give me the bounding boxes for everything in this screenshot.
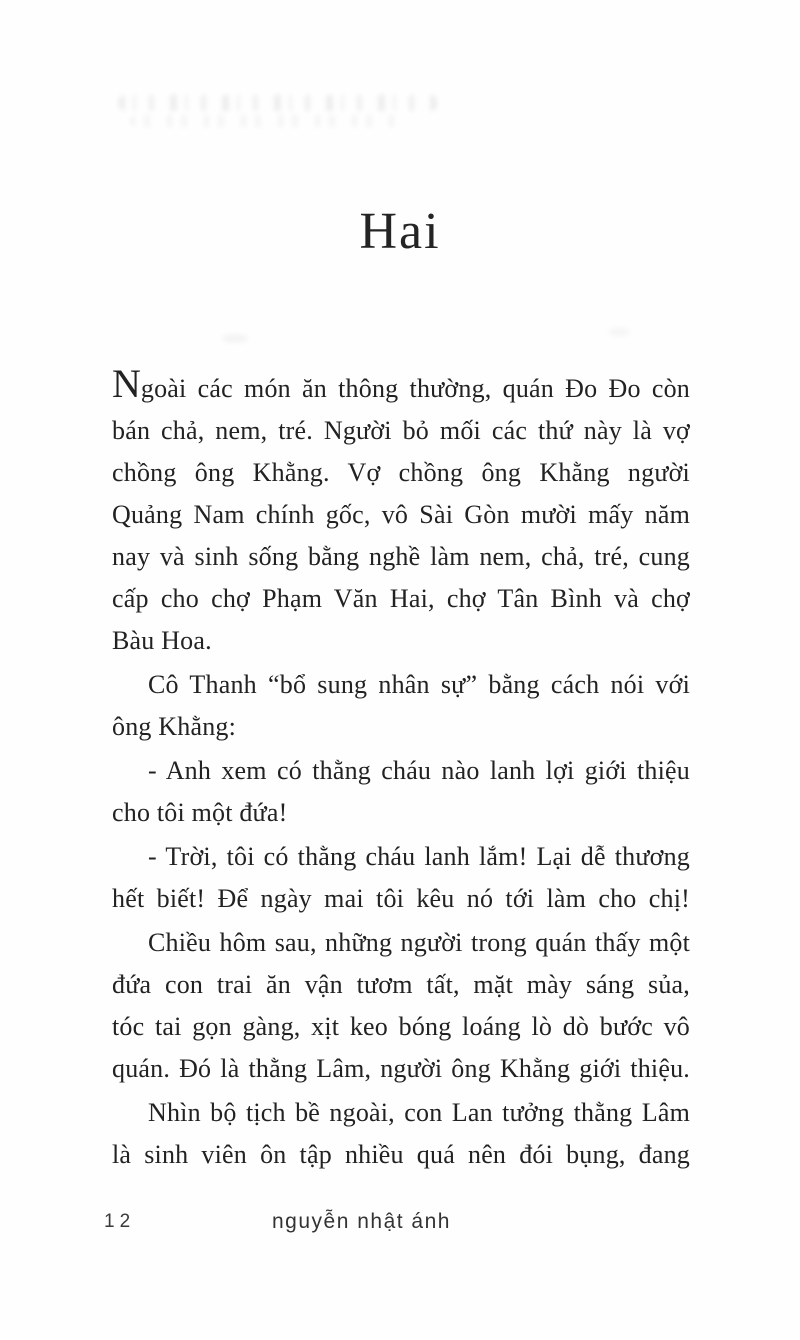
scan-artifact [608,328,630,336]
text-line: quán. Đó là thằng Lâm, người ông Khằng giới thiệu. [112,1054,690,1083]
drop-cap-initial: N [112,361,141,406]
text-line: Quảng Nam chính gốc, vô Sài Gòn mười mấy năm [112,500,690,529]
paragraph [112,664,690,748]
running-footer-author: nguyễn nhật ánh [272,1210,451,1233]
text-line: tóc tai gọn gàng, xịt keo bóng loáng lò dò bước vô [112,1012,690,1041]
text-line: bán chả, nem, tré. Người bỏ mối các thứ này là vợ [112,416,690,445]
text-line: nay và sinh sống bằng nghề làm nem, chả, tré, cung [112,542,690,571]
text-line: cho tôi một đứa! [112,798,288,827]
paragraph [112,836,690,920]
text-line: Ngoài các món ăn thông thường, quán Đo Đo còn [112,361,690,406]
scan-artifact [130,115,400,127]
chapter-title: Hai [359,203,441,260]
paragraph [112,361,690,662]
text-line: Bàu Hoa. [112,626,212,655]
text-line: Chiều hôm sau, những người trong quán thấy một [148,928,690,957]
scan-artifact [222,334,248,343]
paragraph [112,1092,690,1176]
text-line: Cô Thanh “bổ sung nhân sự” bằng cách nói với [148,670,690,699]
text-line: chồng ông Khằng. Vợ chồng ông Khằng người [112,458,690,487]
paragraph [112,922,690,1090]
text-line: - Anh xem có thằng cháu nào lanh lợi giới thiệu [148,756,690,785]
text-line: ông Khằng: [112,712,237,741]
text-line: đứa con trai ăn vận tươm tất, mặt mày sáng sủa, [112,970,690,999]
page-number: 12 [104,1211,136,1232]
text-line: cấp cho chợ Phạm Văn Hai, chợ Tân Bình và chợ [112,584,690,613]
text-line: - Trời, tôi có thằng cháu lanh lắm! Lại dễ thương [148,842,690,871]
page-body-text [112,361,690,1176]
scan-artifact [118,95,438,111]
page-footer [0,1205,800,1245]
text-line: là sinh viên ôn tập nhiều quá nên đói bụng, đang [112,1140,690,1169]
paragraph [112,750,690,834]
text-line: Nhìn bộ tịch bề ngoài, con Lan tưởng thằng Lâm [148,1098,690,1127]
text-line: hết biết! Để ngày mai tôi kêu nó tới làm cho chị! [112,884,690,913]
